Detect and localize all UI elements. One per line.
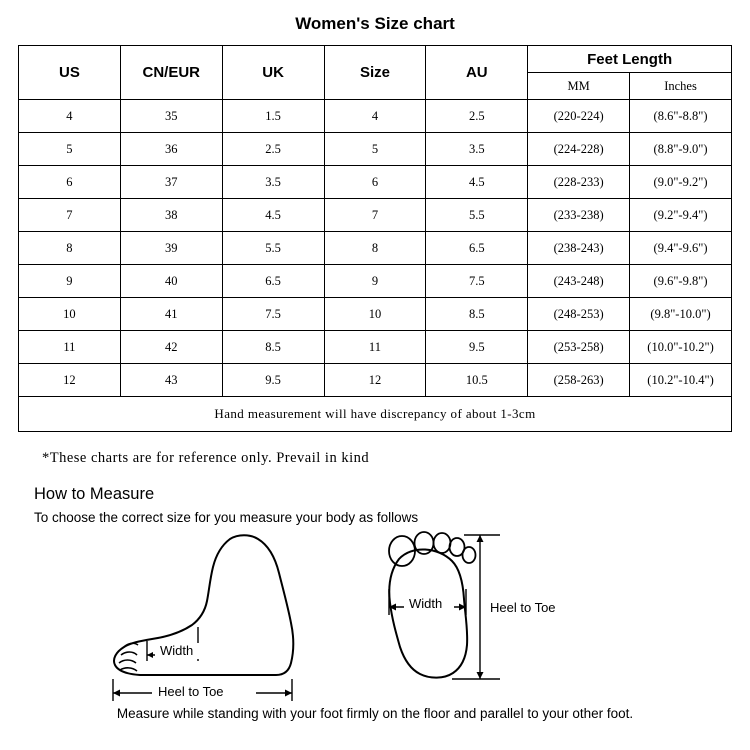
cell-mm: (253-258) [528,331,630,364]
cell-cn-eur: 43 [120,364,222,397]
column-header-mm: MM [528,73,630,100]
cell-au: 3.5 [426,133,528,166]
cell-us: 8 [19,232,121,265]
cell-cn-eur: 36 [120,133,222,166]
cell-inches: (8.8"-9.0") [630,133,732,166]
cell-size: 4 [324,100,426,133]
cell-au: 5.5 [426,199,528,232]
cell-size: 10 [324,298,426,331]
cell-au: 4.5 [426,166,528,199]
page-title: Women's Size chart [295,14,455,33]
footer-note: Measure while standing with your foot firmly on the floor and parallel to your other foot. [116,706,634,721]
cell-uk: 1.5 [222,100,324,133]
cell-size: 5 [324,133,426,166]
cell-mm: (228-233) [528,166,630,199]
cell-us: 7 [19,199,121,232]
reference-disclaimer: *These charts are for reference only. Prevail in kind [42,450,370,466]
table-row [19,364,732,397]
cell-us: 6 [19,166,121,199]
side-view-width-label: Width [160,643,194,658]
table-row [19,199,732,232]
size-chart-table [18,45,732,432]
column-header-feet-length: Feet Length [528,46,732,73]
cell-uk: 3.5 [222,166,324,199]
cell-mm: (233-238) [528,199,630,232]
table-row [19,265,732,298]
cell-mm: (220-224) [528,100,630,133]
cell-us: 12 [19,364,121,397]
cell-inches: (9.6"-9.8") [630,265,732,298]
top-view-heel-to-toe-label: Heel to Toe [490,600,556,615]
measurement-note: Hand measurement will have discrepancy of about 1-3cm [19,397,732,432]
column-header-inches: Inches [630,73,732,100]
cell-inches: (9.8"-10.0") [630,298,732,331]
column-header-uk: UK [222,46,324,100]
cell-us: 5 [19,133,121,166]
cell-au: 9.5 [426,331,528,364]
table-row [19,331,732,364]
cell-us: 9 [19,265,121,298]
table-header-row [19,46,732,73]
cell-size: 9 [324,265,426,298]
cell-cn-eur: 37 [120,166,222,199]
foot-diagrams-svg [0,529,750,704]
side-view-heel-to-toe-label: Heel to Toe [158,684,224,699]
top-view-heel-to-toe-dimension [452,535,556,679]
cell-au: 10.5 [426,364,528,397]
cell-us: 10 [19,298,121,331]
cell-uk: 7.5 [222,298,324,331]
cell-size: 7 [324,199,426,232]
side-view-heel-to-toe-dimension [113,679,292,702]
table-row [19,133,732,166]
top-view-width-dimension [389,589,466,615]
how-to-measure-title: How to Measure [34,485,155,503]
cell-cn-eur: 40 [120,265,222,298]
cell-mm: (224-228) [528,133,630,166]
side-view-width-dimension [147,627,203,661]
cell-mm: (243-248) [528,265,630,298]
measurement-figures [0,529,750,704]
cell-size: 11 [324,331,426,364]
cell-cn-eur: 35 [120,100,222,133]
column-header-au: AU [426,46,528,100]
column-header-us: US [19,46,121,100]
how-to-measure-subtitle: To choose the correct size for you measure your body as follows [34,510,419,525]
cell-au: 6.5 [426,232,528,265]
cell-inches: (10.2"-10.4") [630,364,732,397]
cell-au: 8.5 [426,298,528,331]
cell-mm: (248-253) [528,298,630,331]
cell-inches: (9.2"-9.4") [630,199,732,232]
cell-inches: (8.6"-8.8") [630,100,732,133]
cell-au: 2.5 [426,100,528,133]
cell-inches: (10.0"-10.2") [630,331,732,364]
side-view-foot-icon [114,535,293,675]
table-row [19,100,732,133]
cell-uk: 2.5 [222,133,324,166]
cell-uk: 8.5 [222,331,324,364]
cell-cn-eur: 42 [120,331,222,364]
cell-cn-eur: 38 [120,199,222,232]
cell-size: 6 [324,166,426,199]
cell-us: 4 [19,100,121,133]
table-row [19,166,732,199]
cell-uk: 9.5 [222,364,324,397]
cell-mm: (238-243) [528,232,630,265]
cell-inches: (9.4"-9.6") [630,232,732,265]
cell-cn-eur: 39 [120,232,222,265]
column-header-size: Size [324,46,426,100]
column-header-cn-eur: CN/EUR [120,46,222,100]
table-row [19,232,732,265]
cell-uk: 4.5 [222,199,324,232]
cell-cn-eur: 41 [120,298,222,331]
table-note-row [19,397,732,432]
table-row [19,298,732,331]
cell-mm: (258-263) [528,364,630,397]
cell-inches: (9.0"-9.2") [630,166,732,199]
cell-size: 8 [324,232,426,265]
cell-us: 11 [19,331,121,364]
cell-uk: 6.5 [222,265,324,298]
cell-uk: 5.5 [222,232,324,265]
cell-au: 7.5 [426,265,528,298]
top-view-width-label: Width [409,596,443,611]
cell-size: 12 [324,364,426,397]
